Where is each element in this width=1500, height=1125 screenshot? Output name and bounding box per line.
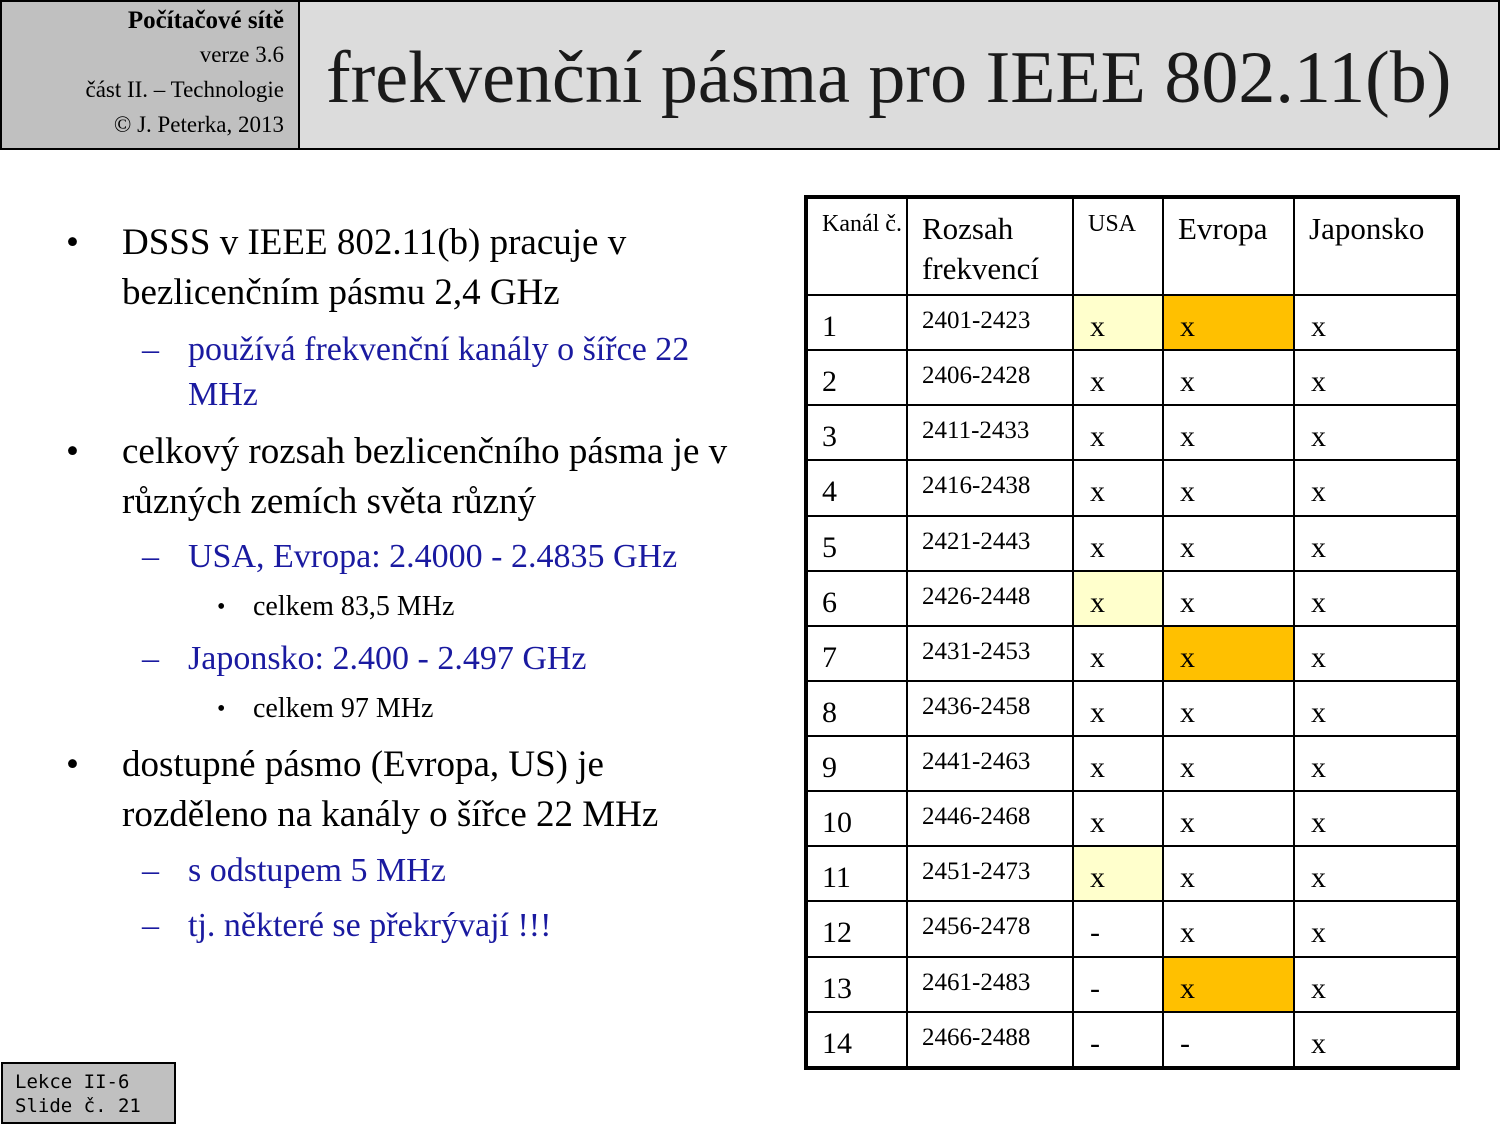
header-japan: Japonsko xyxy=(1294,197,1458,295)
table-row xyxy=(806,460,1458,515)
usa-cell: x xyxy=(1073,791,1163,846)
japan-cell: x xyxy=(1294,405,1458,460)
usa-cell: - xyxy=(1073,1012,1163,1068)
bullet-available-band: • dostupné pásmo (Evropa, US) je rozděleno na kanály o šířce 22 MHz xyxy=(122,740,752,840)
sub-bullet-channel-width: – používá frekvenční kanály o šířce 22 MHz xyxy=(188,327,758,417)
range-cell: 2466-2488 xyxy=(907,1012,1073,1068)
japan-cell: x xyxy=(1294,736,1458,791)
range-cell: 2436-2458 xyxy=(907,681,1073,736)
sub-bullet-japan: – Japonsko: 2.400 - 2.497 GHz xyxy=(188,636,758,681)
europe-cell: x xyxy=(1163,791,1294,846)
bullet-total-range: • celkový rozsah bezlicenčního pásma je v různých zemích světa různý xyxy=(122,427,752,527)
range-cell: 2401-2423 xyxy=(907,295,1073,350)
usa-cell: x xyxy=(1073,736,1163,791)
table-row xyxy=(806,626,1458,681)
channel-cell: 14 xyxy=(806,1012,907,1068)
channel-cell: 13 xyxy=(806,957,907,1012)
range-cell: 2406-2428 xyxy=(907,350,1073,405)
sub-bullet-usa-europe: – USA, Evropa: 2.4000 - 2.4835 GHz xyxy=(188,534,758,579)
japan-cell: x xyxy=(1294,295,1458,350)
table-header-row xyxy=(806,197,1458,295)
table-row xyxy=(806,350,1458,405)
usa-cell: x xyxy=(1073,681,1163,736)
europe-cell: x xyxy=(1163,846,1294,901)
channel-cell: 6 xyxy=(806,571,907,626)
table-row xyxy=(806,736,1458,791)
japan-cell: x xyxy=(1294,791,1458,846)
europe-cell: x xyxy=(1163,295,1294,350)
channel-cell: 9 xyxy=(806,736,907,791)
europe-cell: x xyxy=(1163,626,1294,681)
course-name: Počítačové sítě xyxy=(127,7,284,34)
sub-bullet-spacing: – s odstupem 5 MHz xyxy=(188,848,758,893)
usa-cell: x xyxy=(1073,846,1163,901)
channel-table xyxy=(804,195,1460,1070)
version-label: verze 3.6 xyxy=(199,42,284,67)
header-channel: Kanál č. xyxy=(806,197,907,295)
usa-cell: x xyxy=(1073,405,1163,460)
slide-number: Slide č. 21 xyxy=(15,1095,141,1117)
table-row xyxy=(806,516,1458,571)
sub-bullet-overlap: – tj. některé se překrývají !!! xyxy=(188,903,758,948)
japan-cell: x xyxy=(1294,350,1458,405)
usa-cell: x xyxy=(1073,460,1163,515)
range-cell: 2431-2453 xyxy=(907,626,1073,681)
channel-table-wrapper xyxy=(804,195,1456,1070)
japan-cell: x xyxy=(1294,516,1458,571)
table-row xyxy=(806,681,1458,736)
europe-cell: x xyxy=(1163,736,1294,791)
table-row xyxy=(806,295,1458,350)
range-cell: 2461-2483 xyxy=(907,957,1073,1012)
table-row xyxy=(806,1012,1458,1068)
table-row xyxy=(806,405,1458,460)
lecture-label: Lekce II-6 xyxy=(15,1071,130,1093)
range-cell: 2451-2473 xyxy=(907,846,1073,901)
range-cell: 2426-2448 xyxy=(907,571,1073,626)
europe-cell: x xyxy=(1163,957,1294,1012)
japan-cell: x xyxy=(1294,957,1458,1012)
slide-footer xyxy=(1,1062,176,1124)
usa-cell: x xyxy=(1073,516,1163,571)
detail-japan-total: • celkem 97 MHz xyxy=(253,691,753,727)
table-row xyxy=(806,791,1458,846)
usa-cell: x xyxy=(1073,626,1163,681)
channel-cell: 8 xyxy=(806,681,907,736)
europe-cell: x xyxy=(1163,350,1294,405)
japan-cell: x xyxy=(1294,1012,1458,1068)
channel-cell: 7 xyxy=(806,626,907,681)
japan-cell: x xyxy=(1294,571,1458,626)
europe-cell: x xyxy=(1163,460,1294,515)
channel-cell: 10 xyxy=(806,791,907,846)
range-cell: 2416-2438 xyxy=(907,460,1073,515)
usa-cell: - xyxy=(1073,901,1163,956)
bullet-dsss: • DSSS v IEEE 802.11(b) pracuje v bezlicenčním pásmu 2,4 GHz xyxy=(122,218,752,318)
channel-cell: 2 xyxy=(806,350,907,405)
range-cell: 2446-2468 xyxy=(907,791,1073,846)
japan-cell: x xyxy=(1294,681,1458,736)
table-row xyxy=(806,957,1458,1012)
copyright-label: © J. Peterka, 2013 xyxy=(113,112,284,137)
header-usa: USA xyxy=(1073,197,1163,295)
europe-cell: x xyxy=(1163,681,1294,736)
japan-cell: x xyxy=(1294,901,1458,956)
channel-cell: 11 xyxy=(806,846,907,901)
usa-cell: x xyxy=(1073,571,1163,626)
channel-cell: 12 xyxy=(806,901,907,956)
range-cell: 2411-2433 xyxy=(907,405,1073,460)
channel-cell: 1 xyxy=(806,295,907,350)
part-label: část II. – Technologie xyxy=(85,77,284,102)
range-cell: 2421-2443 xyxy=(907,516,1073,571)
channel-cell: 4 xyxy=(806,460,907,515)
detail-usa-europe-total: • celkem 83,5 MHz xyxy=(253,589,753,625)
usa-cell: x xyxy=(1073,350,1163,405)
europe-cell: x xyxy=(1163,901,1294,956)
europe-cell: x xyxy=(1163,516,1294,571)
channel-cell: 3 xyxy=(806,405,907,460)
channel-cell: 5 xyxy=(806,516,907,571)
table-row xyxy=(806,846,1458,901)
usa-cell: x xyxy=(1073,295,1163,350)
japan-cell: x xyxy=(1294,460,1458,515)
header-range: Rozsah frekvencí xyxy=(907,197,1073,295)
japan-cell: x xyxy=(1294,846,1458,901)
table-row xyxy=(806,901,1458,956)
europe-cell: - xyxy=(1163,1012,1294,1068)
europe-cell: x xyxy=(1163,405,1294,460)
header-europe: Evropa xyxy=(1163,197,1294,295)
europe-cell: x xyxy=(1163,571,1294,626)
slide-title: frekvenční pásma pro IEEE 802.11(b) xyxy=(326,37,1452,119)
table-row xyxy=(806,571,1458,626)
range-cell: 2441-2463 xyxy=(907,736,1073,791)
usa-cell: - xyxy=(1073,957,1163,1012)
japan-cell: x xyxy=(1294,626,1458,681)
range-cell: 2456-2478 xyxy=(907,901,1073,956)
